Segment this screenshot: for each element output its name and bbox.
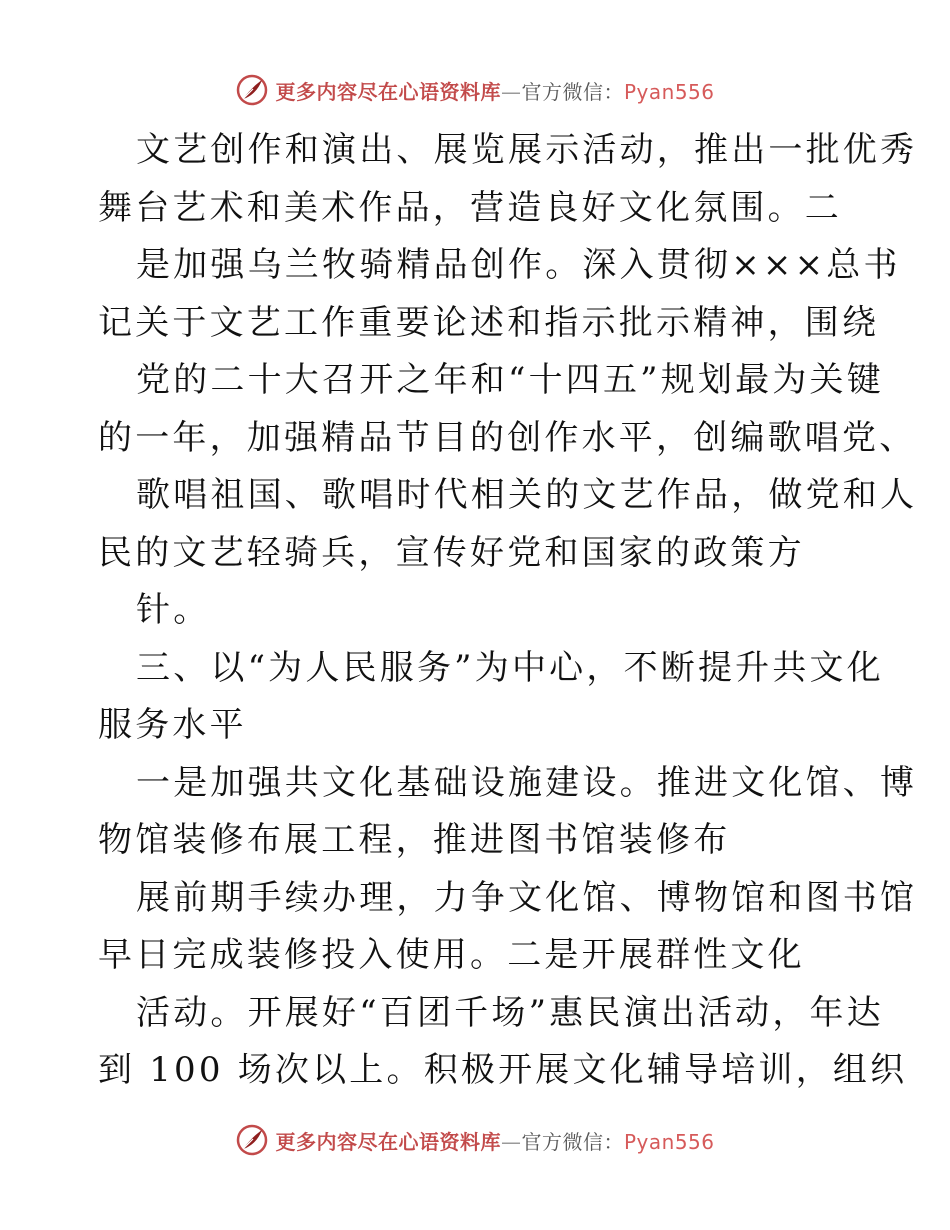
text-line: 物馆装修布展工程，推进图书馆装修布 bbox=[98, 820, 731, 860]
text-line: 针。 bbox=[136, 590, 211, 630]
text-line: 一是加强共文化基础设施建设。推进文化馆、博 bbox=[136, 762, 918, 803]
text-line: 党的二十大召开之年和“十四五”规划最为关键 bbox=[136, 360, 884, 400]
section-heading-cont: 服务水平 bbox=[98, 705, 247, 745]
text-line: 早日完成装修投入使用。二是开展群性文化 bbox=[98, 935, 805, 975]
watermark-official-text: 官方微信： bbox=[521, 1129, 624, 1154]
footer-watermark bbox=[0, 1120, 950, 1160]
text-line: 到 100 场次以上。积极开展文化辅导培训，组织 bbox=[98, 1050, 908, 1090]
document-body bbox=[98, 122, 918, 1100]
watermark-separator: — bbox=[500, 1129, 522, 1154]
text-line: 民的文艺轻骑兵，宣传好党和国家的政策方 bbox=[98, 532, 805, 573]
text-line: 舞台艺术和美术作品，营造良好文化氛围。二 bbox=[98, 187, 842, 228]
text-line: 是加强乌兰牧骑精品创作。深入贯彻×××总书 bbox=[136, 245, 901, 285]
watermark-library-text: 更多内容尽在心语资料库 bbox=[275, 1129, 501, 1154]
feather-pen-logo-icon bbox=[235, 1123, 269, 1157]
header-watermark bbox=[0, 70, 950, 110]
watermark-separator: — bbox=[500, 79, 522, 104]
text-line: 的一年，加强精品节目的创作水平，创编歌唱党、 bbox=[98, 417, 917, 458]
text-line: 文艺创作和演出、展览展示活动，推出一批优秀 bbox=[136, 130, 918, 170]
text-line: 记关于文艺工作重要论述和指示批示精神，围绕 bbox=[98, 302, 880, 343]
watermark-wechat-id: Pyan556 bbox=[623, 1129, 715, 1154]
text-line: 展前期手续办理，力争文化馆、博物馆和图书馆 bbox=[136, 877, 918, 918]
watermark-official-text: 官方微信： bbox=[521, 79, 624, 104]
watermark-library-text: 更多内容尽在心语资料库 bbox=[275, 79, 501, 104]
watermark-wechat-id: Pyan556 bbox=[623, 79, 715, 104]
section-heading: 三、以“为人民服务”为中心，不断提升共文化 bbox=[136, 647, 884, 688]
text-line: 歌唱祖国、歌唱时代相关的文艺作品，做党和人 bbox=[136, 475, 918, 515]
feather-pen-logo-icon bbox=[235, 73, 269, 107]
text-line: 活动。开展好“百团千场”惠民演出活动，年达 bbox=[136, 992, 884, 1033]
